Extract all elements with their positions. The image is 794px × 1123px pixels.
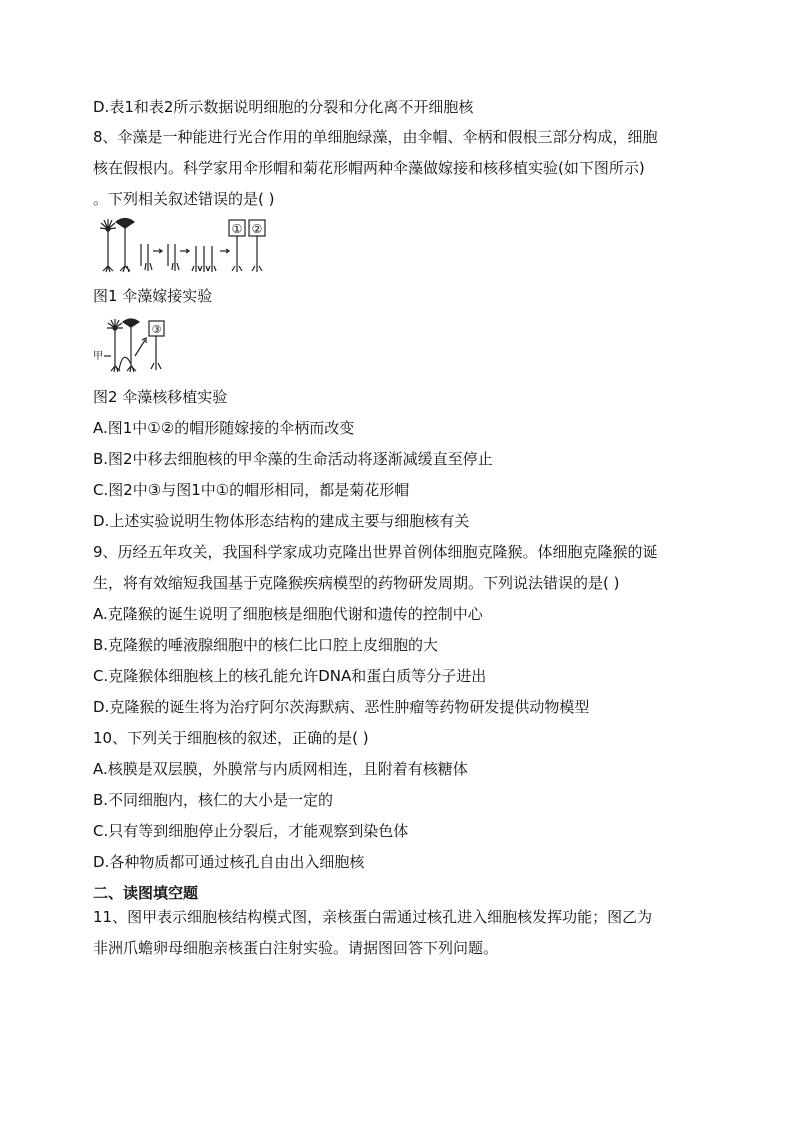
section-2-title: 二、读图填空题 (93, 884, 199, 902)
fig1-caption: 图1 伞藻嫁接实验 (93, 287, 213, 305)
q9-option-d: D.克隆猴的诞生将为治疗阿尔茨海默病、恶性肿瘤等药物研发提供动物模型 (93, 698, 590, 716)
fig2-label-3: ③ (151, 323, 162, 336)
q9-option-a: A.克隆猴的诞生说明了细胞核是细胞代谢和遗传的控制中心 (93, 605, 483, 623)
q8-option-d: D.上述实验说明生物体形态结构的建成主要与细胞核有关 (93, 512, 470, 530)
figure-2-nuclear-transplant-diagram (93, 318, 173, 376)
fig2-label-jia: 甲 (93, 351, 103, 362)
q9-stem-line-2: 生，将有效缩短我国基于克隆猴疾病模型的药物研发周期。下列说法错误的是( ) (93, 574, 620, 592)
q11-stem-line-1: 11、图甲表示细胞核结构模式图，亲核蛋白需通过核孔进入细胞核发挥功能；图乙为 (93, 908, 653, 926)
figure-1-grafting-diagram (96, 216, 272, 276)
q10-option-b: B.不同细胞内，核仁的大小是一定的 (93, 791, 334, 809)
fig1-label-1: ① (231, 222, 243, 236)
daisy-cap-alga (100, 219, 116, 272)
q8-option-c: C.图2中③与图1中①的帽形相同，都是菊花形帽 (93, 481, 410, 499)
fig1-label-2: ② (251, 222, 263, 236)
q10-stem: 10、下列关于细胞核的叙述，正确的是( ) (93, 729, 369, 747)
q9-stem-line-1: 9、历经五年攻关，我国科学家成功克隆出世界首例体细胞克隆猴。体细胞克隆猴的诞 (93, 543, 658, 561)
q8-stem-line-2: 核在假根内。科学家用伞形帽和菊花形帽两种伞藻做嫁接和核移植实验(如下图所示) (93, 159, 645, 177)
q10-option-c: C.只有等到细胞停止分裂后，才能观察到染色体 (93, 822, 409, 840)
q10-option-a: A.核膜是双层膜，外膜常与内质网相连，且附着有核糖体 (93, 760, 468, 778)
q7-option-d: D.表1和表2所示数据说明细胞的分裂和分化离不开细胞核 (93, 98, 474, 116)
umbrella-cap-alga (116, 219, 134, 273)
q8-option-a: A.图1中①②的帽形随嫁接的伞柄而改变 (93, 419, 355, 437)
q9-option-c: C.克隆猴体细胞核上的核孔能允许DNA和蛋白质等分子进出 (93, 667, 487, 685)
fig2-caption: 图2 伞藻核移植实验 (93, 388, 228, 406)
q9-option-b: B.克隆猴的唾液腺细胞中的核仁比口腔上皮细胞的大 (93, 636, 439, 654)
q8-stem-line-1: 8、伞藻是一种能进行光合作用的单细胞绿藻，由伞帽、伞柄和假根三部分构成，细胞 (93, 128, 658, 146)
q8-option-b: B.图2中移去细胞核的甲伞藻的生命活动将逐渐减缓直至停止 (93, 450, 493, 468)
q8-stem-line-3: 。下列相关叙述错误的是( ) (93, 190, 275, 208)
q10-option-d: D.各种物质都可通过核孔自由出入细胞核 (93, 853, 365, 871)
q11-stem-line-2: 非洲爪蟾卵母细胞亲核蛋白注射实验。请据图回答下列问题。 (93, 939, 499, 957)
